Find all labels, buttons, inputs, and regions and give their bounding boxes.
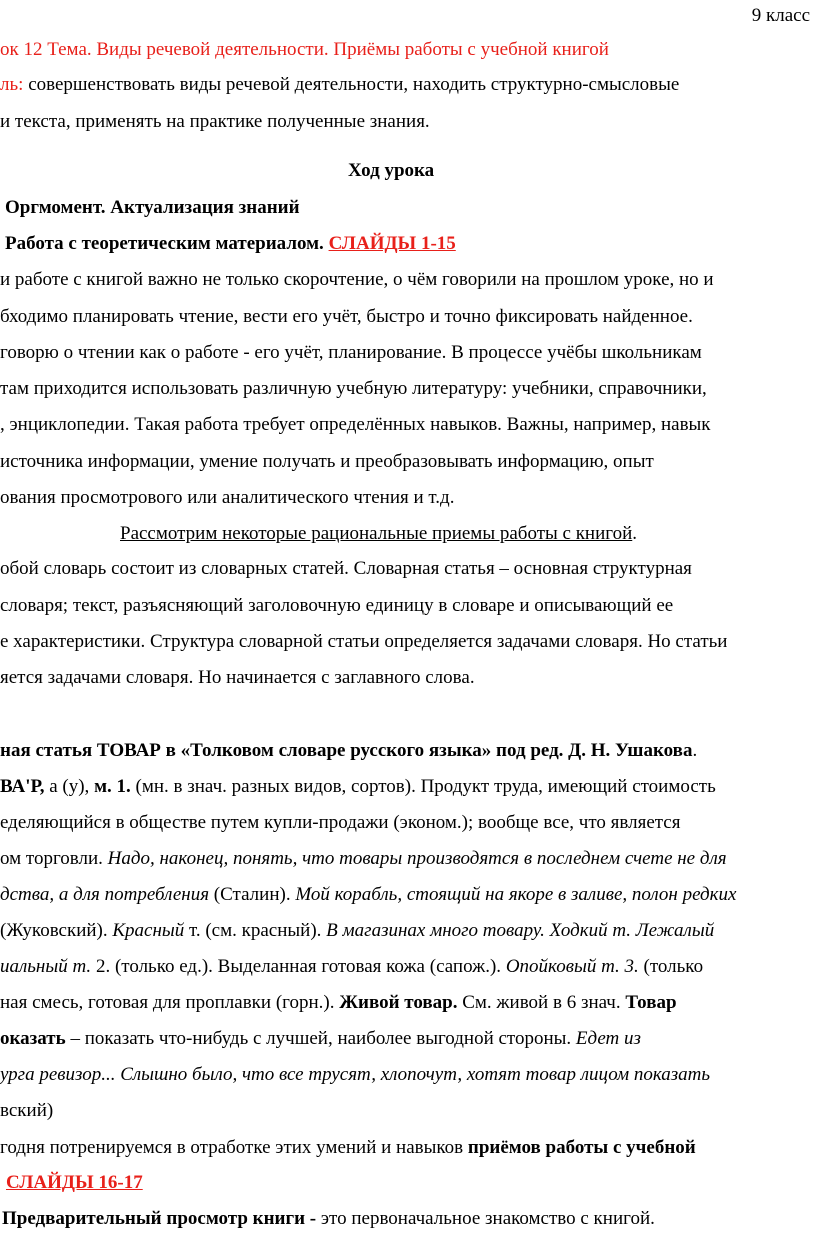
para2-line-2: словаря; текст, разъясняющий заголовочную единицу в словаре и описывающий ее: [0, 595, 674, 616]
entry-text: т. (см. красный).: [184, 920, 327, 941]
rational-period: .: [632, 523, 637, 544]
entry-quote: В магазинах много товару. Ходкий т. Лежалый: [326, 920, 715, 941]
entry-line-8: [0, 1027, 641, 1051]
entry-quote: Опойковый т. 3.: [505, 956, 639, 977]
para1-line-3: говорю о чтении как о работе - его учёт, планирование. В процессе учёбы школьникам: [0, 342, 702, 363]
grade-label: 9 класс: [751, 5, 810, 26]
para1-line-6: источника информации, умение получать и преобразовывать информацию, опыт: [0, 451, 654, 472]
entry-quote: иальный т.: [0, 956, 92, 977]
entry-quote: Надо, наконец, понять, что товары производятся в последнем счете не для: [107, 848, 727, 869]
today-line: [0, 1136, 696, 1160]
para1-line-1: и работе с книгой важно не только скорочтение, о чём говорили на прошлом уроке, но и: [0, 269, 714, 290]
entry-phrase: Живой товар.: [339, 992, 458, 1013]
entry-line-7: [0, 991, 677, 1015]
para2-line-1: обой словарь состоит из словарных статей. Словарная статья – основная структурная: [0, 558, 692, 579]
para1-line-5: , энциклопедии. Такая работа требует определённых навыков. Важны, например, навык: [0, 414, 711, 435]
entry-line-3: [0, 847, 727, 871]
headword: ВА'Р,: [0, 776, 45, 797]
entry-quote: Красный: [112, 920, 185, 941]
para2-line-3: е характеристики. Структура словарной статьи определяется задачами словаря. Но статьи: [0, 631, 728, 652]
entry-text: См. живой в 6 знач.: [457, 992, 626, 1013]
entry-text: ом торговли.: [0, 848, 108, 869]
goal-text: совершенствовать виды речевой деятельности, находить структурно-смысловые: [23, 74, 680, 95]
lesson-title: ок 12 Тема. Виды речевой деятельности. Приёмы работы с учебной книгой: [0, 39, 609, 60]
entry-title-end: .: [692, 740, 698, 761]
section-2-heading: [5, 232, 456, 256]
entry-text: (Сталин).: [209, 884, 296, 905]
slides-16-17-link[interactable]: СЛАЙДЫ 16-17: [6, 1172, 143, 1193]
lesson-course-heading: Ход урока: [348, 160, 435, 181]
entry-line-5: [0, 919, 714, 943]
slides-16-17-line: [6, 1171, 143, 1195]
entry-line-9: урга ревизор... Слышно было, что все трусят, хлопочут, хотят товар лицом показать: [0, 1064, 711, 1085]
entry-title-text: ная статья ТОВАР в «Толковом словаре русского языка» под ред. Д. Н. Ушакова: [0, 740, 693, 761]
goal-line-2: и текста, применять на практике полученные знания.: [0, 111, 430, 132]
preview-title: Предварительный просмотр книги -: [2, 1208, 321, 1229]
entry-text: 2. (только ед.). Выделанная готовая кожа (сапож.).: [91, 956, 506, 977]
entry-text: ная смесь, готовая для проплавки (горн.).: [0, 992, 340, 1013]
today-bold: приёмов работы с учебной: [467, 1137, 696, 1158]
entry-phrase: Товар: [625, 992, 677, 1013]
section-2-title: Работа с теоретическим материалом.: [5, 233, 324, 254]
preview-text: это первоначальное знакомство с книгой.: [320, 1208, 655, 1229]
entry-line-1: [0, 775, 716, 799]
entry-phrase: оказать: [0, 1028, 66, 1049]
slides-1-15-link[interactable]: СЛАЙДЫ 1-15: [328, 233, 456, 254]
rational-text: Рассмотрим некоторые рациональные приемы работы с книгой: [120, 523, 633, 544]
entry-line-6: [0, 955, 703, 979]
entry-text: (только: [638, 956, 704, 977]
goal-line-1: [0, 73, 679, 97]
entry-line-2: еделяющийся в обществе путем купли-продажи (эконом.); вообще все, что является: [0, 812, 681, 833]
para1-line-4: там приходится использовать различную учебную литературу: учебники, справочники,: [0, 378, 707, 399]
preview-line: [2, 1207, 655, 1231]
entry-text: (Жуковский).: [0, 920, 113, 941]
entry-text: – показать что-нибудь с лучшей, наиболее выгодной стороны.: [65, 1028, 576, 1049]
entry-quote: дства, а для потребления: [0, 884, 210, 905]
section-1-heading: Оргмомент. Актуализация знаний: [5, 197, 300, 218]
para2-line-4: яется задачами словаря. Но начинается с заглавного слова.: [0, 667, 475, 688]
para1-line-2: бходимо планировать чтение, вести его учёт, быстро и точно фиксировать найденное.: [0, 306, 693, 327]
entry-line-10: вский): [0, 1100, 54, 1121]
entry-quote: Едет из: [575, 1028, 641, 1049]
para1-line-7: ования просмотрового или аналитического чтения и т.д.: [0, 487, 455, 508]
entry-title: [0, 739, 697, 763]
entry-quote: Мой корабль, стоящий на якоре в заливе, полон редких: [295, 884, 737, 905]
entry-line-4: [0, 883, 736, 907]
today-text: годня потренируемся в отработке этих умений и навыков: [0, 1137, 468, 1158]
entry-text: (мн. в знач. разных видов, сортов). Продукт труда, имеющий стоимость: [130, 776, 716, 797]
goal-label: ль:: [0, 74, 24, 95]
entry-text: а (у),: [44, 776, 95, 797]
rational-heading: [120, 522, 637, 546]
entry-sense-1: м. 1.: [94, 776, 131, 797]
